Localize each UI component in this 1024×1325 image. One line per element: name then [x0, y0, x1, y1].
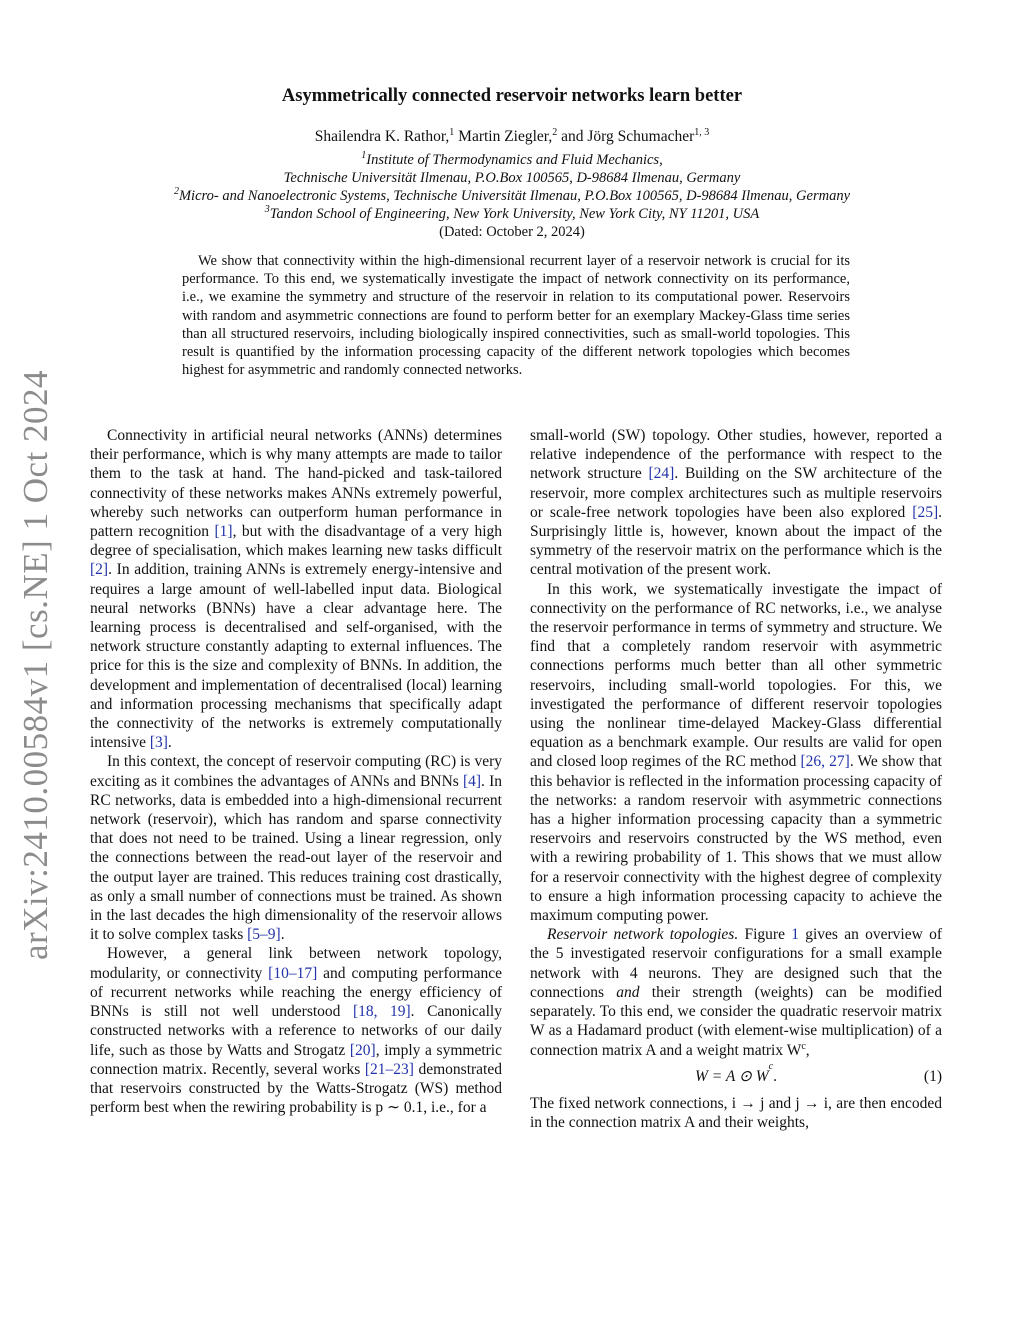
- arxiv-sidebar: [8, 355, 64, 975]
- citation-link[interactable]: [1]: [214, 523, 233, 541]
- citation-link[interactable]: [4]: [462, 772, 482, 790]
- author-affil-marker: 1: [449, 126, 455, 138]
- affiliation-2: $^2$Micro- and Nanoelectronic Systems, Technische Universität Ilmenau, P.O.Box 100565, D-98684 Ilmenau, Germany: [173, 186, 851, 204]
- equation-number: (1): [923, 1067, 942, 1085]
- paragraph: In this context, the concept of reservoir computing (RC) is very exciting as it combines the advantages of ANNs and BNNs [4]. In RC networks, data is embedded into a high-dimensional recurrent network (reservoir), which has random and sparse connectivity that does not need to be trained. Using a linear regression, only the connections between the read-out layer of the reservoir and the output layer are trained. This reduces training cost drastically, as only a small number of connections must be trained. As shown in the last decades the high dimensionality of the reservoir allows it to solve complex tasks [5–9].: [90, 753, 502, 944]
- paragraph: Reservoir network topologies. Figure 1 gives an overview of the 5 investigated reservoir configurations for a small example network with 4 neurons. They are designed such that the connections and their strength (weights) can be modified separately. To this end, we consider the quadratic reservoir matrix W as a Hadamard product (with element-wise multiplication) of a connection matrix A and a weight matrix $W^c$,: [530, 926, 942, 1059]
- paragraph: Connectivity in artificial neural networks (ANNs) determines their performance, which is why many attempts are made to tailor them to the task at hand. The hand-picked and task-tailored connectivity of these networks makes ANNs extremely powerful, whereby such networks can outperform human performance in pattern recognition [1], but with the disadvantage of a very high degree of specialisation, which makes learning new tasks difficult [2]. In addition, training ANNs is extremely energy-intensive and requires a large amount of well-labelled input data. Biological neural networks (BNNs) have a clear advantage here. The learning process is decentralised and self-organised, with the network structure constantly adapting to external influences. The price for this is the size and complexity of BNNs. In addition, the development and implementation of decentralised (local) learning and information processing mechanisms that specifically adapt the connectivity of the networks is extremely computationally intensive [3].: [90, 427, 503, 752]
- citation-link[interactable]: [18, 19]: [352, 1003, 411, 1021]
- citation-link[interactable]: [21–23]: [364, 1060, 414, 1078]
- author-name: Shailendra K. Rathor,: [314, 128, 450, 145]
- affiliation-1: $^1$Institute of Thermodynamics and Fluid Mechanics,: [361, 150, 663, 168]
- citation-link[interactable]: [24]: [648, 465, 675, 483]
- citation-link[interactable]: [2]: [90, 561, 109, 579]
- paragraph: The fixed network connections, i → j and j → i, are then encoded in the connection matrix A and their weights,: [530, 1094, 942, 1132]
- author-affil-marker: 1, 3: [694, 126, 710, 138]
- citation-link[interactable]: [10–17]: [268, 964, 318, 982]
- abstract: We show that connectivity within the high-dimensional recurrent layer of a reservoir network is crucial for its performance. To this end, we systematically investigate the impact of network connectivity on its performance, i.e., we examine the symmetry and structure of the reservoir in relation to its computational power. Reservoirs with random and asymmetric connections are found to perform better for an exemplary Mackey-Glass time series than all structured reservoirs, including biologically inspired connectivities, such as small-world topologies. This result is quantified by the information processing capacity of the different network topologies which becomes highest for asymmetric and randomly connected networks.: [182, 253, 850, 379]
- paragraph: However, a general link between network topology, modularity, or connectivity [10–17] and computing performance of recurrent networks while reaching the energy efficiency of BNNs is still not well understood [18, 19]. Canonically constructed networks with a reference to networks of our daily life, such as those by Watts and Strogatz [20], imply a symmetric connection matrix. Recently, several works [21–23] demonstrated that reservoirs constructed by the Watts-Strogatz (WS) method perform best when the rewiring probability is p ∼ 0.1, i.e., for a: [90, 945, 502, 1117]
- author-name: Martin Ziegler,: [458, 128, 553, 145]
- paragraph: small-world (SW) topology. Other studies, however, reported a relative independence of the performance with respect to the network structure [24]. Building on the SW architecture of the reservoir, more complex architectures such as multiple reservoirs or scale-free network topologies have been also explored [25]. Surprisingly little is, however, known about the impact of the symmetry of the reservoir matrix on the performance which is the central motivation of the present work.: [530, 427, 942, 579]
- author-list: [0, 128, 1024, 146]
- section-heading: Reservoir network topologies.: [547, 926, 739, 944]
- left-column: [90, 426, 502, 1117]
- citation-link[interactable]: [20]: [349, 1041, 376, 1059]
- citation-link[interactable]: [3]: [149, 734, 168, 752]
- paragraph: In this work, we systematically investigate the impact of connectivity on the performance of RC networks, i.e., we analyse the reservoir performance in terms of symmetry and structure. We find that a completely random reservoir with asymmetric connections performs much better than all other symmetric reservoirs, including small-world topologies. For this, we investigated the performance of different reservoir topologies using the nonlinear time-delayed Mackey-Glass differential equation as a benchmark example. Our results are valid for open and closed loop regimes of the RC method [26, 27]. We show that this behavior is reflected in the information processing capacity of the networks: a random reservoir with asymmetric connections has a higher information processing capacity than a symmetric reservoirs and reservoirs constructed by the WS method, even with a rewiring probability of 1. This shows that we must allow for a reservoir connectivity with the highest degree of complexity to ensure a high information processing capacity to achieve the maximum computing power.: [530, 580, 942, 925]
- equation-1: W = A ⊙ W c . (1): [694, 1060, 942, 1085]
- citation-link[interactable]: [26, 27]: [800, 753, 850, 771]
- affiliation-3: $^3$Tandon School of Engineering, New York University, New York City, NY 11201, USA: [264, 204, 760, 222]
- citation-link[interactable]: [25]: [912, 503, 939, 521]
- citation-link[interactable]: [5–9]: [247, 926, 281, 944]
- author-affil-marker: 2: [552, 126, 558, 138]
- affiliation-1-address: Technische Universität Ilmenau, P.O.Box 100565, D-98684 Ilmenau, Germany: [283, 170, 741, 186]
- paper-title: Asymmetrically connected reservoir networks learn better: [281, 86, 743, 106]
- right-column: [530, 426, 942, 1132]
- figure-link[interactable]: 1: [791, 926, 799, 944]
- dated-line: (Dated: October 2, 2024): [439, 224, 585, 240]
- author-name: and Jörg Schumacher: [561, 128, 695, 145]
- arxiv-identifier: arXiv:2410.00584v1 [cs.NE] 1 Oct 2024: [16, 369, 55, 961]
